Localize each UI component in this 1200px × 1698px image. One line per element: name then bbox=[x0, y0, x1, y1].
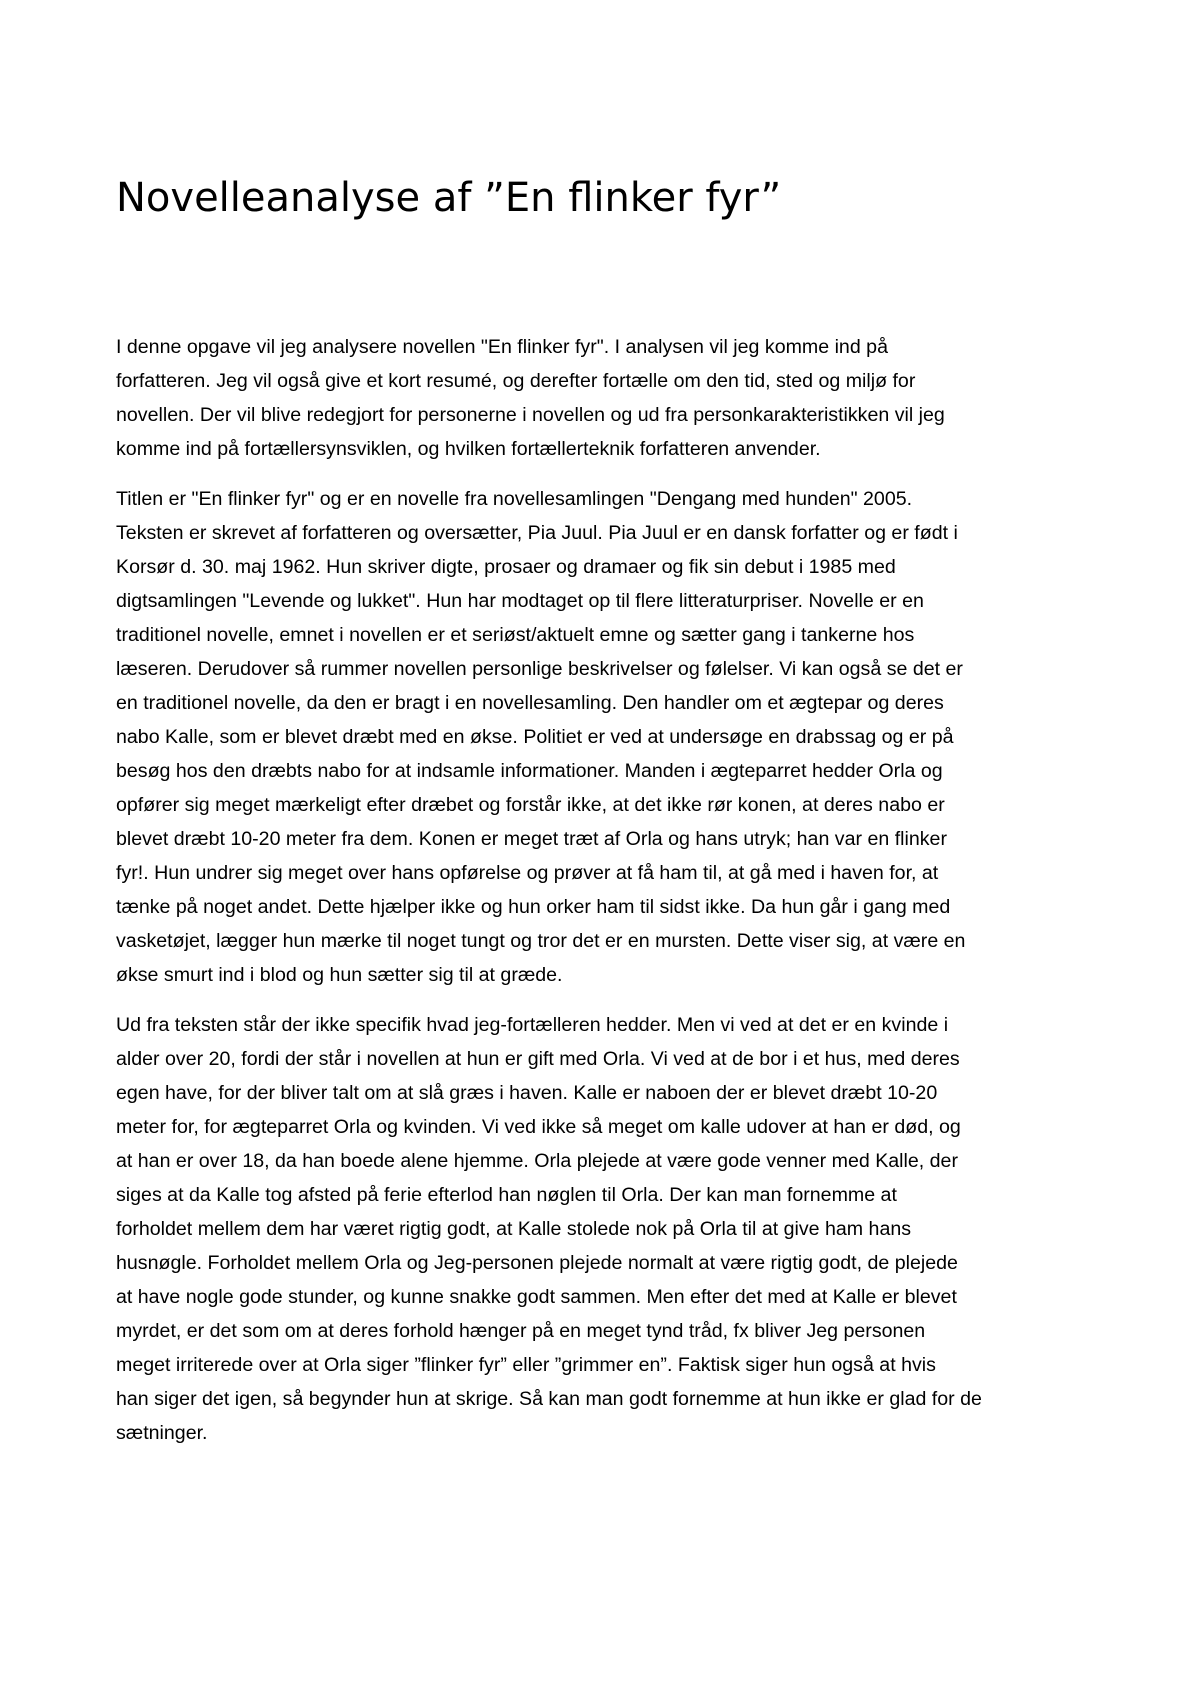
paragraph-characters: Ud fra teksten står der ikke specifik hvad jeg-fortælleren hedder. Men vi ved at det er en kvinde i alder over 20, fordi der står i novellen at hun er gift med Orla. Vi ved at de bor i et hus, med deres egen have, for der bliver talt om at slå græs i haven. Kalle er naboen der er blevet dræbt 10-20 meter for, for ægteparret Orla og kvinden. Vi ved ikke så meget om kalle udover at han er død, og at han er over 18, da han boede alene hjemme. Orla plejede at være gode venner med Kalle, der siges at da Kalle tog afsted på ferie efterlod han nøglen til Orla. Der kan man fornemme at forholdet mellem dem har været rigtig godt, at Kalle stolede nok på Orla til at give ham hans husnøgle. Forholdet mellem Orla og Jeg-personen plejede normalt at være rigtig godt, de plejede at have nogle gode stunder, og kunne snakke godt sammen. Men efter det med at Kalle er blevet myrdet, er det som om at deres forhold hænger på en meget tynd tråd, fx bliver Jeg personen meget irriterede over at Orla siger ”flinker fyr” eller ”grimmer en”. Faktisk siger hun også at hvis han siger det igen, så begynder hun at skrige. Så kan man godt fornemme at hun ikke er glad for de sætninger. bbox=[116, 1014, 982, 1444]
paragraph-summary: Titlen er "En flinker fyr" og er en novelle fra novellesamlingen "Dengang med hunden" 2005. Teksten er skrevet af forfatteren og oversætter, Pia Juul. Pia Juul er en dansk forfatter og er født i Korsør d. 30. maj 1962. Hun skriver digte, prosaer og dramaer og fik sin debut i 1985 med digtsamlingen "Levende og lukket". Hun har modtaget op til flere litteraturpriser. Novelle er en traditionel novelle, emnet i novellen er et seriøst/aktuelt emne og sætter gang i tankerne hos læseren. Derudover så rummer novellen personlige beskrivelser og følelser. Vi kan også se det er en traditionel novelle, da den er bragt i en novellesamling. Den handler om et ægtepar og deres nabo Kalle, som er blevet dræbt med en økse. Politiet er ved at undersøge en drabssag og er på besøg hos den dræbts nabo for at indsamle informationer. Manden i ægteparret hedder Orla og opfører sig meget mærkeligt efter dræbet og forstår ikke, at det ikke rør konen, at deres nabo er blevet dræbt 10-20 meter fra dem. Konen er meget træt af Orla og hans utryk; han var en flinker fyr!. Hun undrer sig meget over hans opførelse og prøver at få ham til, at gå med i haven for, at tænke på noget andet. Dette hjælper ikke og hun orker ham til sidst ikke. Da hun går i gang med vasketøjet, lægger hun mærke til noget tungt og tror det er en mursten. Dette viser sig, at være en økse smurt ind i blod og hun sætter sig til at græde. bbox=[116, 488, 966, 986]
paragraph-introduction: I denne opgave vil jeg analysere novellen "En flinker fyr". I analysen vil jeg komme ind på forfatteren. Jeg vil også give et kort resumé, og derefter fortælle om den tid, sted og miljø for novellen. Der vil blive redegjort for personerne i novellen og ud fra personkarakteristikken vil jeg komme ind på fortællersynsviklen, og hvilken fortællerteknik forfatteren anvender. bbox=[116, 336, 945, 460]
document-title: Novelleanalyse af ”En flinker fyr” bbox=[116, 175, 782, 221]
document-body bbox=[116, 330, 1096, 1466]
